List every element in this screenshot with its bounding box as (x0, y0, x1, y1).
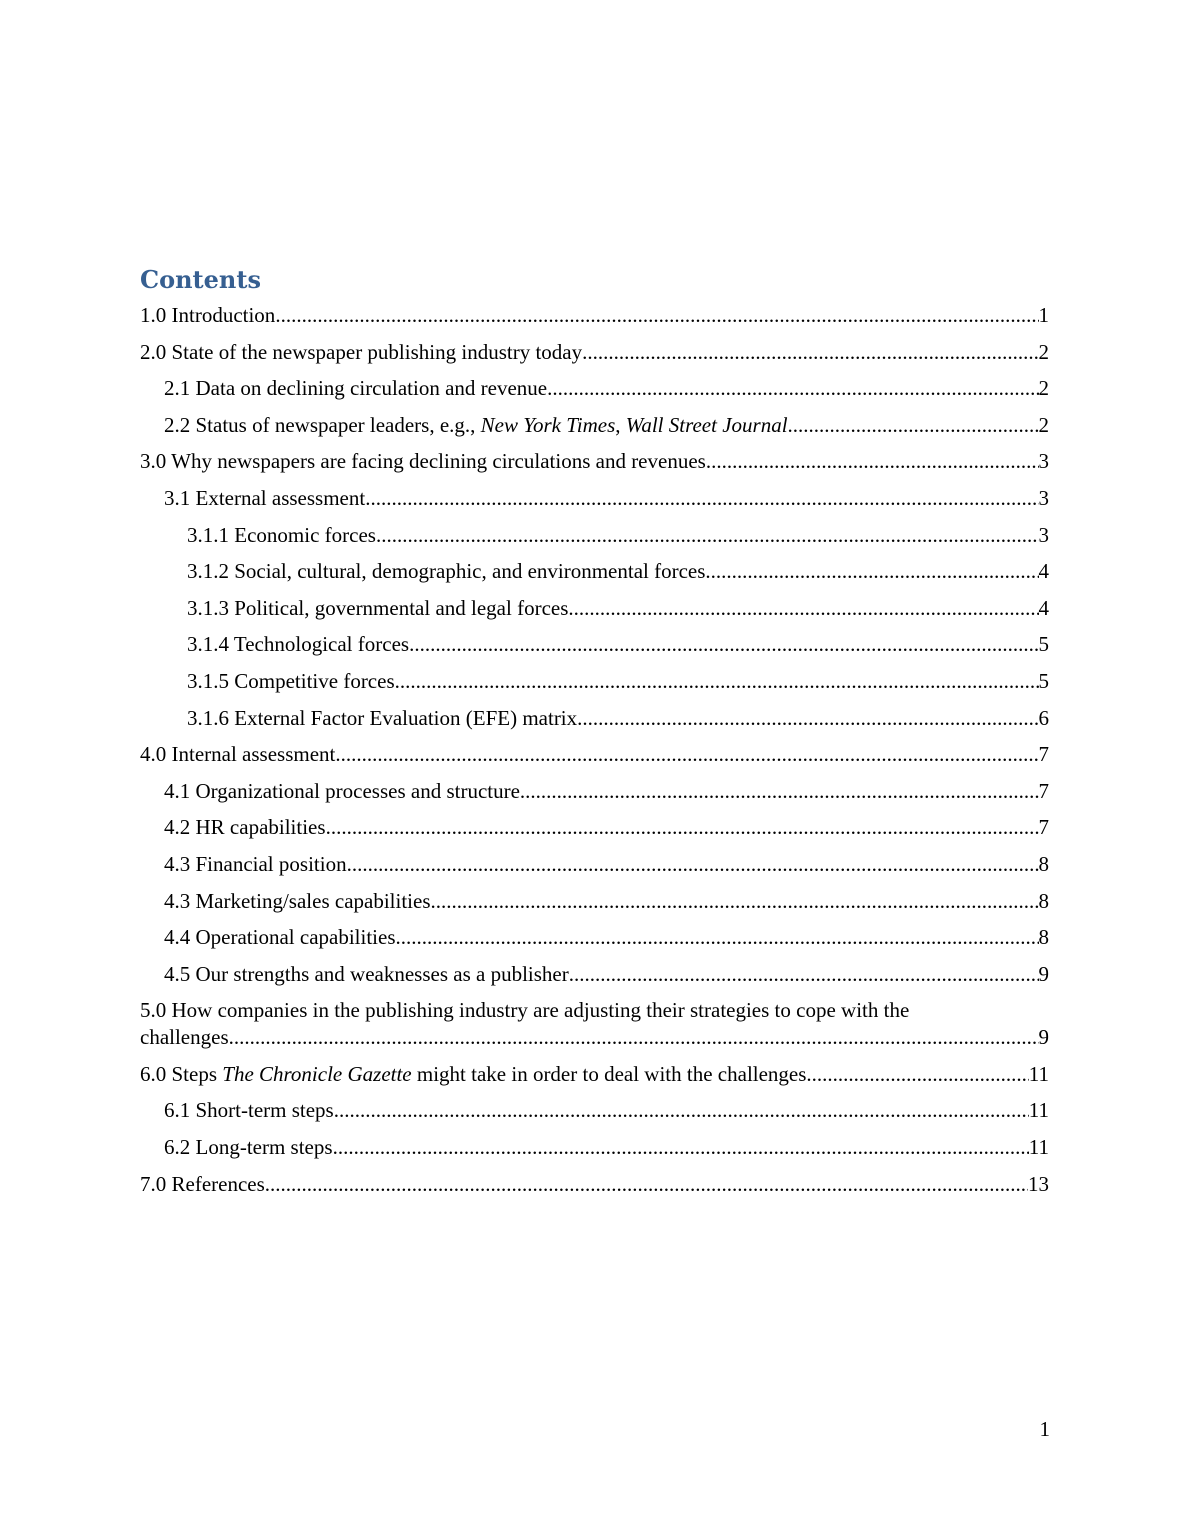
toc-entry-financial-position[interactable] (140, 847, 1049, 884)
toc-entry-page: 3 (1038, 485, 1049, 510)
toc-entry-page: 5 (1038, 632, 1049, 657)
toc-entry-title: 7.0 References (140, 1171, 265, 1196)
toc-entry-title: 4.3 Marketing/sales capabilities (164, 888, 431, 913)
toc-entry-title: 3.1.2 Social, cultural, demographic, and environmental forces (187, 559, 706, 584)
title-italic: New York Times (480, 412, 616, 437)
toc-entry-page: 8 (1038, 925, 1049, 950)
dot-leader (577, 705, 1038, 732)
toc-entry-declining-circulation-data[interactable] (140, 371, 1049, 408)
dot-leader (376, 522, 1039, 549)
dot-leader (229, 1024, 1039, 1051)
dot-leader (326, 814, 1039, 841)
dot-leader (395, 668, 1039, 695)
toc-entry-efe-matrix[interactable] (140, 701, 1049, 738)
toc-entry-page: 4 (1038, 559, 1049, 584)
toc-entry-title: 4.4 Operational capabilities (164, 925, 396, 950)
toc-entry-social-forces[interactable] (140, 554, 1049, 591)
toc-entry-title: 2.0 State of the newspaper publishing industry today (140, 339, 583, 364)
dot-leader (706, 448, 1039, 475)
toc-entry-marketing-sales[interactable] (140, 884, 1049, 921)
toc-entry-title: 6.2 Long-term steps (164, 1135, 333, 1160)
toc-entry-title: 4.3 Financial position (164, 851, 347, 876)
toc-entry-title: 4.5 Our strengths and weaknesses as a publisher (164, 961, 569, 986)
toc-entry-title: 4.2 HR capabilities (164, 815, 326, 840)
page-number: 1 (1039, 1417, 1050, 1441)
toc-entry-short-term-steps[interactable] (140, 1093, 1049, 1130)
toc-entry-title: 3.1.1 Economic forces (187, 522, 376, 547)
dot-leader (568, 595, 1038, 622)
dot-leader (582, 339, 1038, 366)
toc-entry-internal-assessment[interactable] (140, 737, 1049, 774)
toc-entry-page: 6 (1038, 705, 1049, 730)
toc-entry-title: 3.1.5 Competitive forces (187, 668, 395, 693)
toc-entry-page: 1 (1038, 303, 1049, 327)
toc-entry-page: 8 (1038, 888, 1049, 913)
dot-leader (333, 1134, 1029, 1161)
title-text: 6.0 Steps (140, 1061, 223, 1086)
toc-entry-title: 5.0 How companies in the publishing industry are adjusting their strategies to cope with the (140, 998, 910, 1023)
toc-entry-page: 9 (1038, 1025, 1049, 1050)
table-of-contents (140, 298, 1049, 1203)
title-text: 2.2 Status of newspaper leaders, e.g., (164, 412, 481, 437)
toc-entry-page: 8 (1038, 851, 1049, 876)
dot-leader (569, 961, 1039, 988)
toc-entry-title: 3.1.6 External Factor Evaluation (EFE) matrix (187, 705, 578, 730)
title-italic: The Chronicle Gazette (222, 1061, 412, 1086)
toc-entry-page: 11 (1028, 1098, 1049, 1123)
toc-entry-page: 7 (1038, 742, 1049, 767)
toc-entry-hr-capabilities[interactable] (140, 810, 1049, 847)
toc-entry-strengths-weaknesses[interactable] (140, 957, 1049, 994)
toc-entry-page: 4 (1038, 595, 1049, 620)
title-separator: , (615, 412, 626, 437)
toc-entry-title (140, 1061, 806, 1088)
title-text: might take in order to deal with the challenges (411, 1061, 807, 1086)
dot-leader (806, 1061, 1028, 1088)
dot-leader (335, 741, 1038, 768)
toc-entry-page: 2 (1038, 376, 1049, 401)
dot-leader (275, 302, 1038, 329)
toc-entry-title: 6.1 Short-term steps (164, 1098, 334, 1123)
title-italic: Wall Street Journal (625, 412, 788, 437)
dot-leader (347, 851, 1039, 878)
toc-entry-page: 11 (1028, 1135, 1049, 1160)
toc-entry-economic-forces[interactable] (140, 518, 1049, 555)
toc-entry-page: 7 (1038, 815, 1049, 840)
toc-entry-page: 2 (1038, 412, 1049, 437)
toc-entry-steps-gazette[interactable] (140, 1057, 1049, 1094)
toc-entry-technological-forces[interactable] (140, 627, 1049, 664)
toc-entry-why-declining[interactable] (140, 444, 1049, 481)
toc-entry-title (164, 412, 788, 439)
toc-entry-title: 3.1.4 Technological forces (187, 632, 410, 657)
toc-entry-long-term-steps[interactable] (140, 1130, 1049, 1167)
toc-entry-page: 3 (1038, 522, 1049, 547)
toc-entry-title: 3.1 External assessment (164, 485, 366, 510)
toc-entry-page: 9 (1038, 961, 1049, 986)
toc-entry-newspaper-leaders[interactable] (140, 408, 1049, 445)
toc-heading: Contents (140, 265, 261, 294)
toc-entry-page: 11 (1028, 1061, 1049, 1086)
dot-leader (365, 485, 1038, 512)
toc-entry-industry-strategies[interactable] (140, 993, 1049, 1057)
toc-entry-title: 4.1 Organizational processes and structure (164, 778, 520, 803)
toc-entry-page: 7 (1038, 778, 1049, 803)
toc-entry-title: 3.1.3 Political, governmental and legal forces (187, 595, 569, 620)
dot-leader (788, 412, 1039, 439)
toc-entry-title: 1.0 Introduction (140, 303, 276, 327)
toc-entry-page: 5 (1038, 668, 1049, 693)
toc-entry-introduction[interactable] (140, 298, 1049, 335)
toc-entry-page: 13 (1028, 1171, 1049, 1196)
toc-entry-state-of-industry[interactable] (140, 335, 1049, 372)
toc-entry-operational-capabilities[interactable] (140, 920, 1049, 957)
dot-leader (431, 888, 1039, 915)
toc-entry-political-forces[interactable] (140, 591, 1049, 628)
toc-entry-title: 2.1 Data on declining circulation and revenue (164, 376, 548, 401)
dot-leader (334, 1097, 1029, 1124)
toc-entry-page: 3 (1038, 449, 1049, 474)
toc-entry-continuation (140, 1024, 1049, 1051)
toc-entry-competitive-forces[interactable] (140, 664, 1049, 701)
toc-entry-title: 3.0 Why newspapers are facing declining circulations and revenues (140, 449, 706, 474)
toc-entry-title: 4.0 Internal assessment (140, 742, 336, 767)
toc-entry-external-assessment[interactable] (140, 481, 1049, 518)
toc-entry-organizational-processes[interactable] (140, 774, 1049, 811)
toc-entry-references[interactable] (140, 1167, 1049, 1204)
dot-leader (396, 924, 1039, 951)
dot-leader (520, 778, 1039, 805)
dot-leader (547, 375, 1038, 402)
dot-leader (705, 558, 1038, 585)
dot-leader (409, 631, 1038, 658)
toc-entry-page: 2 (1038, 339, 1049, 364)
toc-entry-title-continued: challenges (140, 1025, 229, 1050)
dot-leader (265, 1171, 1028, 1198)
